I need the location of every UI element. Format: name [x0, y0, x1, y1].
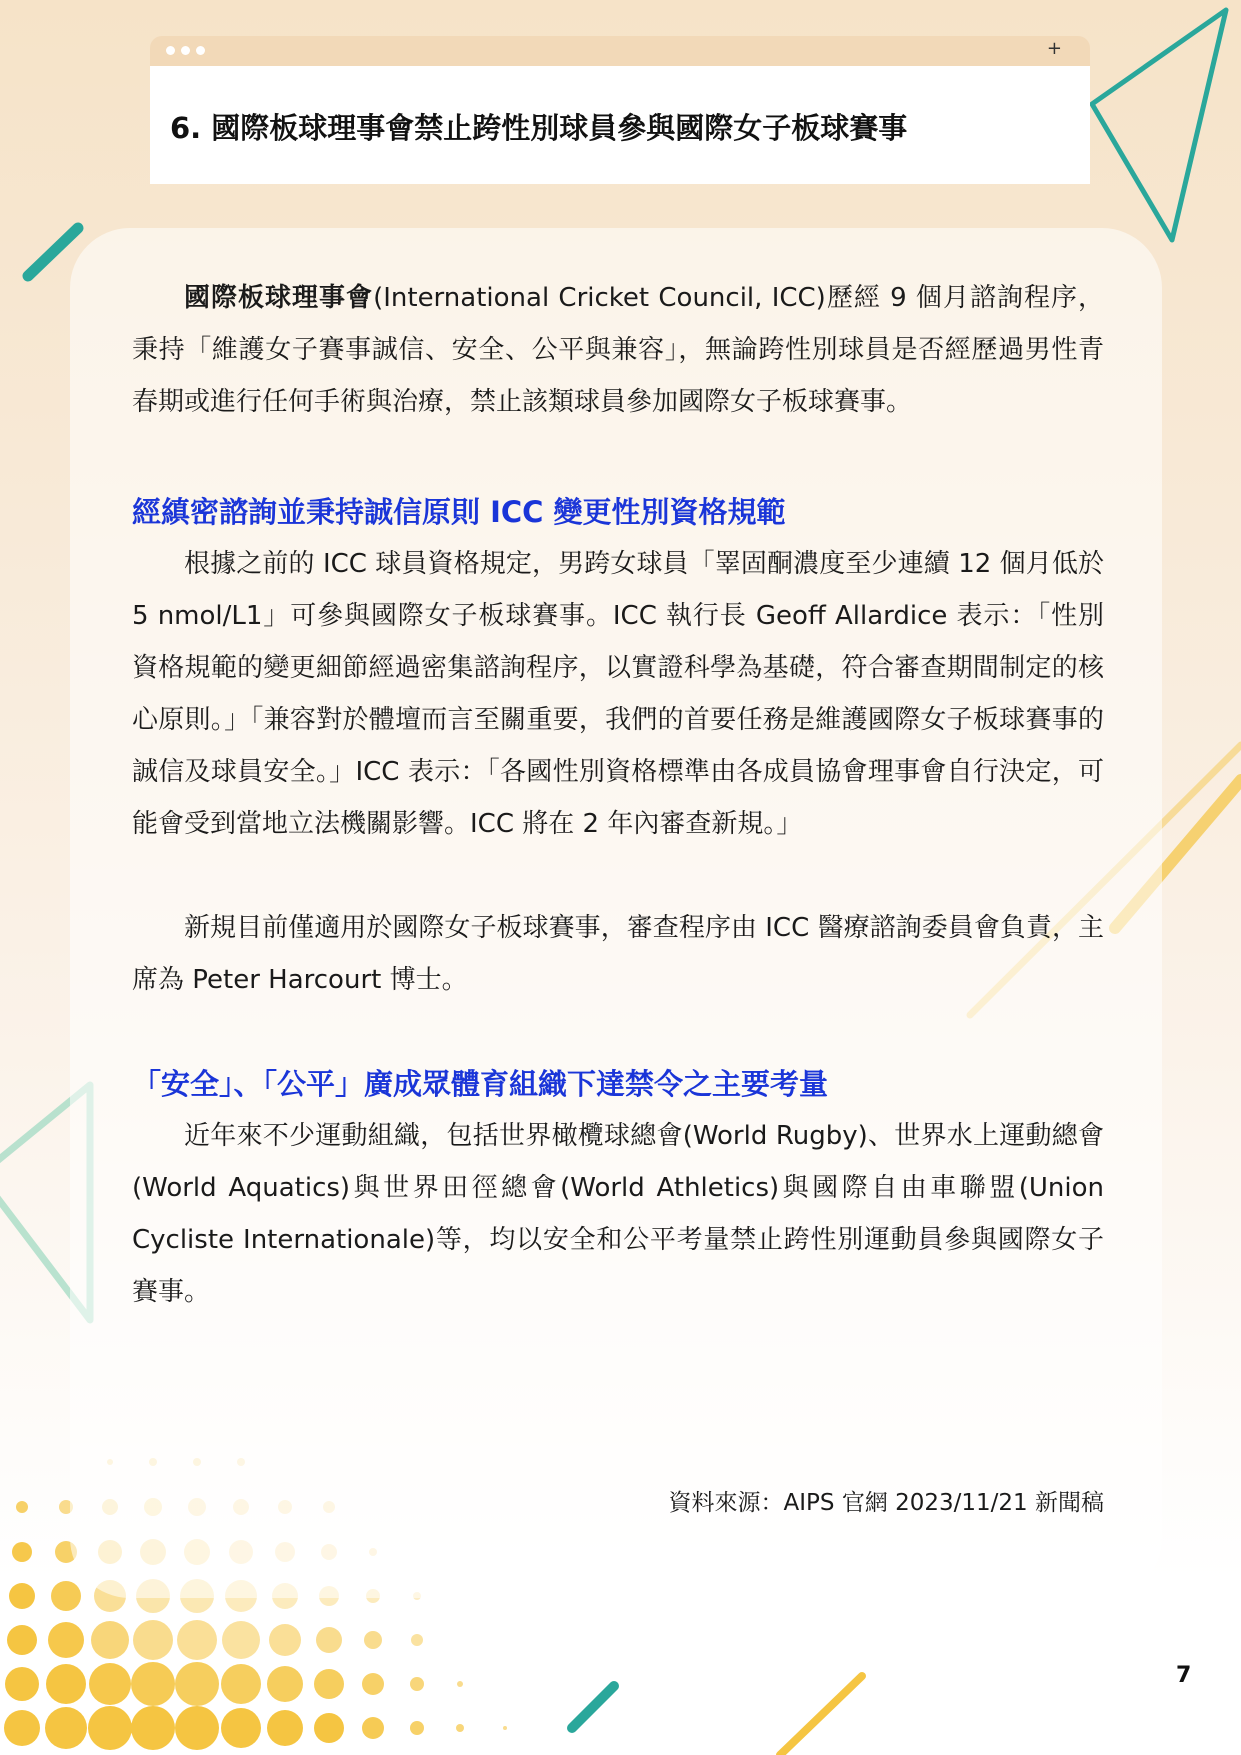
page-number: 7	[1176, 1663, 1192, 1688]
intro-paragraph	[132, 272, 1104, 428]
section1-heading: 經縝密諮詢並秉持誠信原則 ICC 變更性別資格規範	[132, 495, 786, 529]
triangle-outline-icon	[1092, 10, 1226, 240]
section1-paragraph-1: 根據之前的 ICC 球員資格規定，男跨女球員「睪固酮濃度至少連續 12 個月低於 5 nmol/L1」可參與國際女子板球賽事。ICC 執行長 Geoff Allardice 表示：「性別資格規範的變更細節經過密集諮詢程序，以實證科學為基礎，符合審查期間制定的核心原則。」「兼容對於體壇而言至關重要，我們的首要任務是維護國際女子板球賽事的誠信及球員安全。」ICC 表示：「各國性別資格標準由各成員協會理事會自行決定，可能會受到當地立法機關影響。ICC 將在 2 年內審查新規。」	[132, 549, 1104, 839]
yellow-line-icon	[780, 1676, 862, 1755]
window-dots-icon	[166, 46, 205, 55]
header-window-bar	[150, 36, 1090, 66]
plus-icon: +	[1046, 38, 1062, 59]
source-citation: 資料來源：AIPS 官網 2023/11/21 新聞稿	[668, 1490, 1104, 1516]
section2-heading: 「安全」、「公平」廣成眾體育組織下達禁令之主要考量	[132, 1067, 829, 1101]
section2-paragraph-1: 近年來不少運動組織，包括世界橄欖球總會(World Rugby)、世界水上運動總會(World Aquatics)與世界田徑總會(World Athletics)與國際自由車聯盟(Union Cycliste Internationale)等，均以安全和公平考量禁止跨性別運動員參與國際女子賽事。	[132, 1121, 1104, 1307]
intro-lead: 國際板球理事會	[184, 283, 374, 313]
article-body	[132, 272, 1104, 1318]
title-box	[150, 66, 1090, 184]
page-title: 6. 國際板球理事會禁止跨性別球員參與國際女子板球賽事	[170, 111, 908, 145]
teal-dash-icon	[28, 228, 78, 276]
intro-body: (International Cricket Council, ICC)歷經 9 個月諮詢程序，秉持「維護女子賽事誠信、安全、公平與兼容」，無論跨性別球員是否經歷過男性青春期或進行任何手術與治療，禁止該類球員參加國際女子板球賽事。	[132, 283, 1104, 417]
section1-paragraph-2: 新規目前僅適用於國際女子板球賽事，審查程序由 ICC 醫療諮詢委員會負責，主席為 Peter Harcourt 博士。	[132, 913, 1104, 995]
teal-dash-icon	[572, 1686, 614, 1728]
